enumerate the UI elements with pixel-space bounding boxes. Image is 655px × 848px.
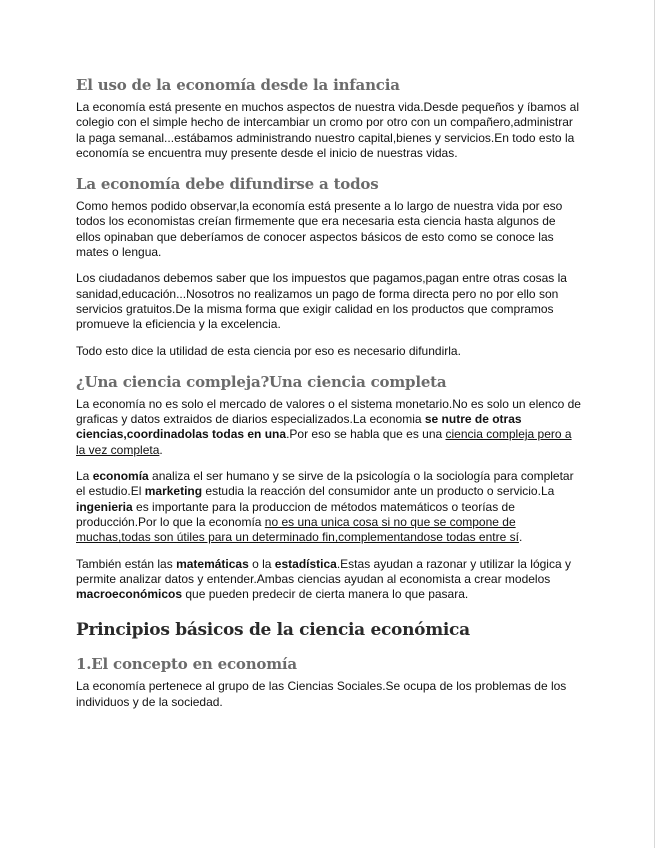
- paragraph-infancia: La economía está presente en muchos aspectos de nuestra vida.Desde pequeños y íbamos al colegio con el simple hecho de intercambiar un cromo por otro con un compañero,administrar la paga semanal...estábamos administrando nuestro capital,bienes y servicios.En todo esto la economía se encuentra muy presente desde el inicio de nuestras vidas.: [76, 100, 579, 160]
- bold-text: macroeconómicos: [76, 587, 183, 602]
- section-heading-difundirse: La economía debe difundirse a todos: [76, 175, 379, 194]
- bold-text: ingenieria: [76, 499, 133, 514]
- text-run: .: [518, 530, 523, 545]
- text-run: .: [159, 442, 163, 457]
- paragraph-difundirse-1: Como hemos podido observar,la economía está presente a lo largo de nuestra vida por eso todos los economistas creían firmemente que era necesaria esta ciencia hasta algunos de ellos opinaban que deberíamos de conocer aspectos básicos de esto como se conoce las mates o lengua.: [76, 199, 563, 260]
- text-run: que pueden predecir de cierta manera lo que pasara.: [182, 587, 469, 602]
- paragraph-difundirse-2: Los ciudadanos debemos saber que los impuestos que pagamos,pagan entre otras cosas la sanidad,educación...Nosotros no realizamos un pago de forma directa pero no por ello son servicios gratuitos.De la misma forma que exigir calidad en los productos que compramos promueve la eficiencia y la excelencia.: [76, 271, 567, 332]
- bold-text: marketing: [144, 484, 203, 499]
- section-heading-principios: Principios básicos de la ciencia económica: [76, 620, 470, 641]
- text-run: La economía no es solo el mercado de valores o el sistema monetario.No es solo un elenco de graficas y datos extraidos de diarios especializados.La economia: [76, 396, 581, 427]
- text-run: es importante para la produccion de métodos matemáticos o teorías de producción.Por lo que la economía: [76, 499, 515, 529]
- text-run: estudia la reacción del consumidor ante un producto o servicio.La: [202, 484, 555, 499]
- text-run: .Por eso se habla que es una: [286, 427, 446, 442]
- paragraph-ciencia-2: [76, 469, 582, 545]
- underlined-text: no es una unica cosa si no que se compone de muchas,todas son útiles para un determinado fin,complementandose todas entre sí: [76, 514, 519, 545]
- paragraph-ciencia-3: [76, 557, 582, 603]
- underlined-text: ciencia compleja pero a la vez completa: [76, 427, 572, 457]
- text-run: .Estas ayudan a razonar y utilizar la lógica y permite analizar datos y entender.Ambas ciencias ayudan al economista a crear modelos: [76, 556, 571, 586]
- paragraph-ciencia-1: [76, 397, 582, 458]
- paragraph-difundirse-3: Todo esto dice la utilidad de esta ciencia por eso es necesario difundirla.: [76, 343, 461, 358]
- document-body: [76, 76, 582, 710]
- bold-text: matemáticas: [176, 556, 249, 571]
- bold-text: se nutre de otras ciencias,coordinadolas todas en una: [76, 412, 522, 442]
- section-heading-infancia: El uso de la economía desde la infancia: [76, 76, 400, 94]
- section-heading-concepto: 1.El concepto en economía: [76, 655, 297, 674]
- paragraph-concepto: La economía pertenece al grupo de las Ciencias Sociales.Se ocupa de los problemas de los individuos y de la sociedad.: [76, 679, 567, 709]
- text-run: También están las: [76, 556, 177, 571]
- text-run: La: [76, 469, 93, 484]
- text-run: o la: [248, 556, 275, 571]
- text-run: analiza el ser humano y se sirve de la psicología o la sociología para completar el estudio.El: [76, 469, 574, 499]
- bold-text: estadística: [274, 556, 337, 571]
- bold-text: economía: [92, 469, 149, 484]
- section-heading-ciencia-compleja: ¿Una ciencia compleja?Una ciencia completa: [76, 372, 447, 391]
